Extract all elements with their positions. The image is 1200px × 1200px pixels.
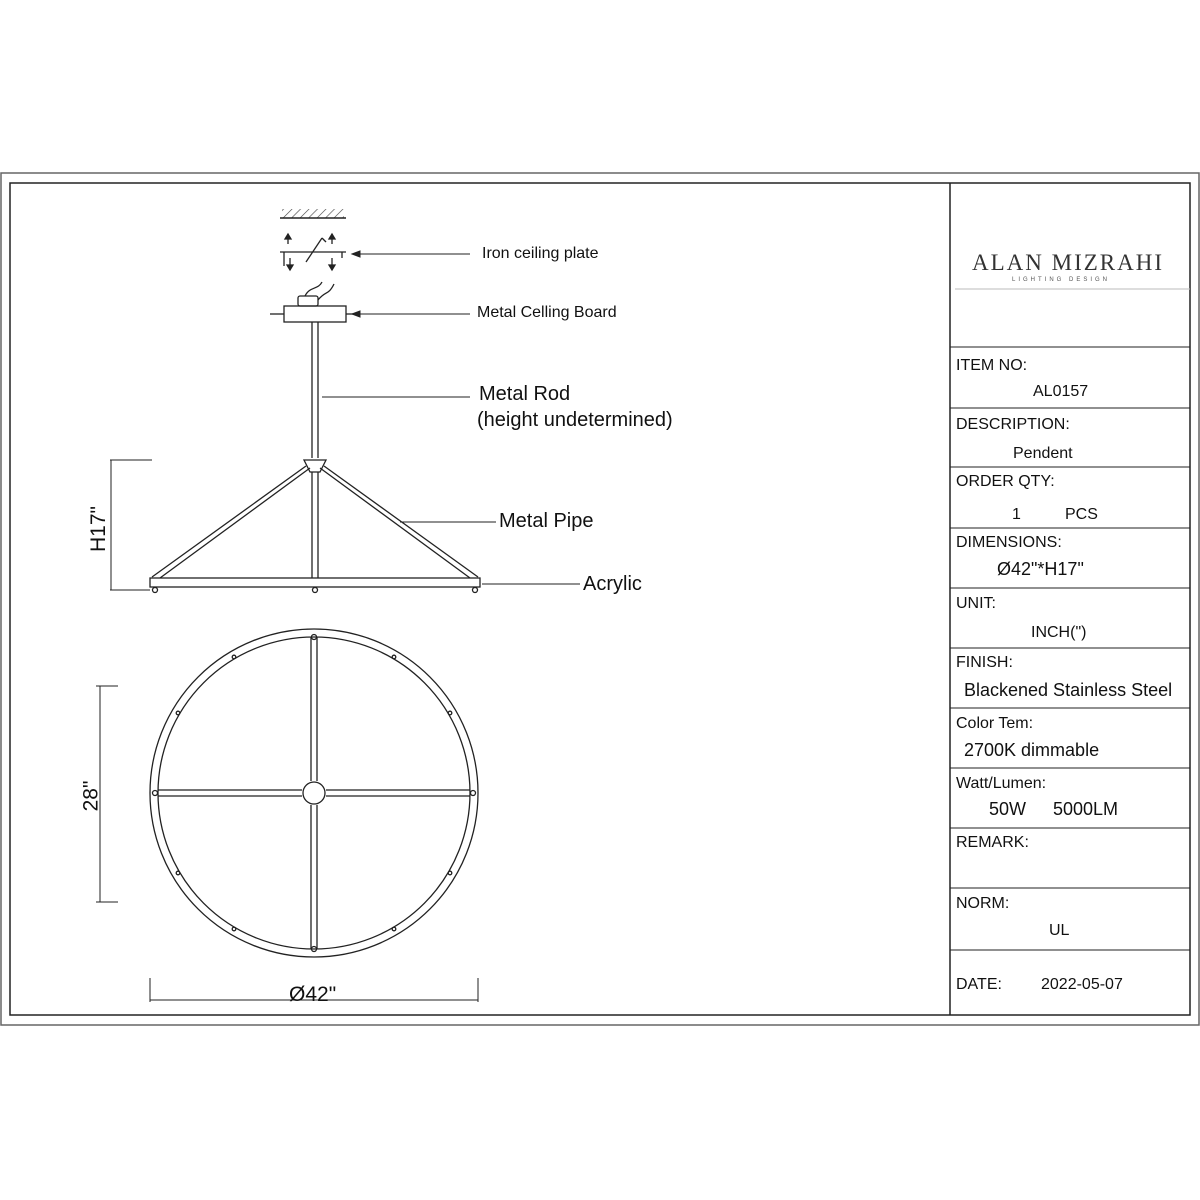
- finish-label: FINISH:: [956, 654, 1013, 671]
- ceiling-surface: [280, 209, 346, 218]
- sheet-border: [1, 173, 1199, 1025]
- lumen-value: 5000LM: [1053, 799, 1119, 819]
- norm-label: NORM:: [956, 895, 1010, 912]
- metal-ceiling-board-drawing: [270, 282, 356, 322]
- date-value: 2022-05-07: [1041, 976, 1123, 993]
- norm-value: UL: [1049, 922, 1070, 939]
- label-metal-pipe: Metal Pipe: [499, 510, 594, 532]
- pendant-side-view: [150, 460, 480, 593]
- watt-lumen-label: Watt/Lumen:: [956, 775, 1047, 792]
- unit-label: UNIT:: [956, 595, 996, 612]
- item-no-value: AL0157: [1033, 383, 1089, 400]
- color-tem-value: 2700K dimmable: [964, 740, 1100, 760]
- pendant-top-view: [150, 629, 478, 957]
- watt-value: 50W: [989, 799, 1027, 819]
- iron-ceiling-plate-drawing: [280, 234, 346, 270]
- label-metal-rod: Metal Rod: [479, 383, 571, 405]
- label-iron-ceiling-plate: Iron ceiling plate: [482, 245, 599, 262]
- label-metal-rod-note: (height undetermined): [477, 409, 673, 431]
- remark-label: REMARK:: [956, 834, 1029, 851]
- order-qty-value: 1: [1012, 506, 1021, 523]
- dimensions-label: DIMENSIONS:: [956, 534, 1062, 551]
- date-label: DATE:: [956, 976, 1002, 993]
- description-label: DESCRIPTION:: [956, 416, 1070, 433]
- color-tem-label: Color Tem:: [956, 715, 1034, 732]
- finish-value: Blackened Stainless Steel: [964, 680, 1173, 700]
- metal-rod-drawing: [312, 322, 318, 458]
- unit-value: INCH("): [1031, 624, 1087, 641]
- dimensions-value: Ø42"*H17": [997, 559, 1084, 579]
- order-qty-unit: PCS: [1065, 506, 1098, 523]
- dimension-depth: 28": [79, 780, 103, 812]
- label-metal-ceiling-board: Metal Celling Board: [477, 304, 617, 321]
- order-qty-label: ORDER QTY:: [956, 473, 1055, 490]
- label-acrylic: Acrylic: [583, 573, 642, 595]
- dimension-diameter: Ø42": [289, 983, 337, 1006]
- item-no-label: ITEM NO:: [956, 357, 1028, 374]
- dimension-height: H17": [86, 506, 110, 552]
- brand-subtitle: LIGHTING DESIGN: [1012, 277, 1111, 283]
- brand-name: ALAN MIZRAHI: [972, 250, 1165, 275]
- description-value: Pendent: [1013, 445, 1073, 462]
